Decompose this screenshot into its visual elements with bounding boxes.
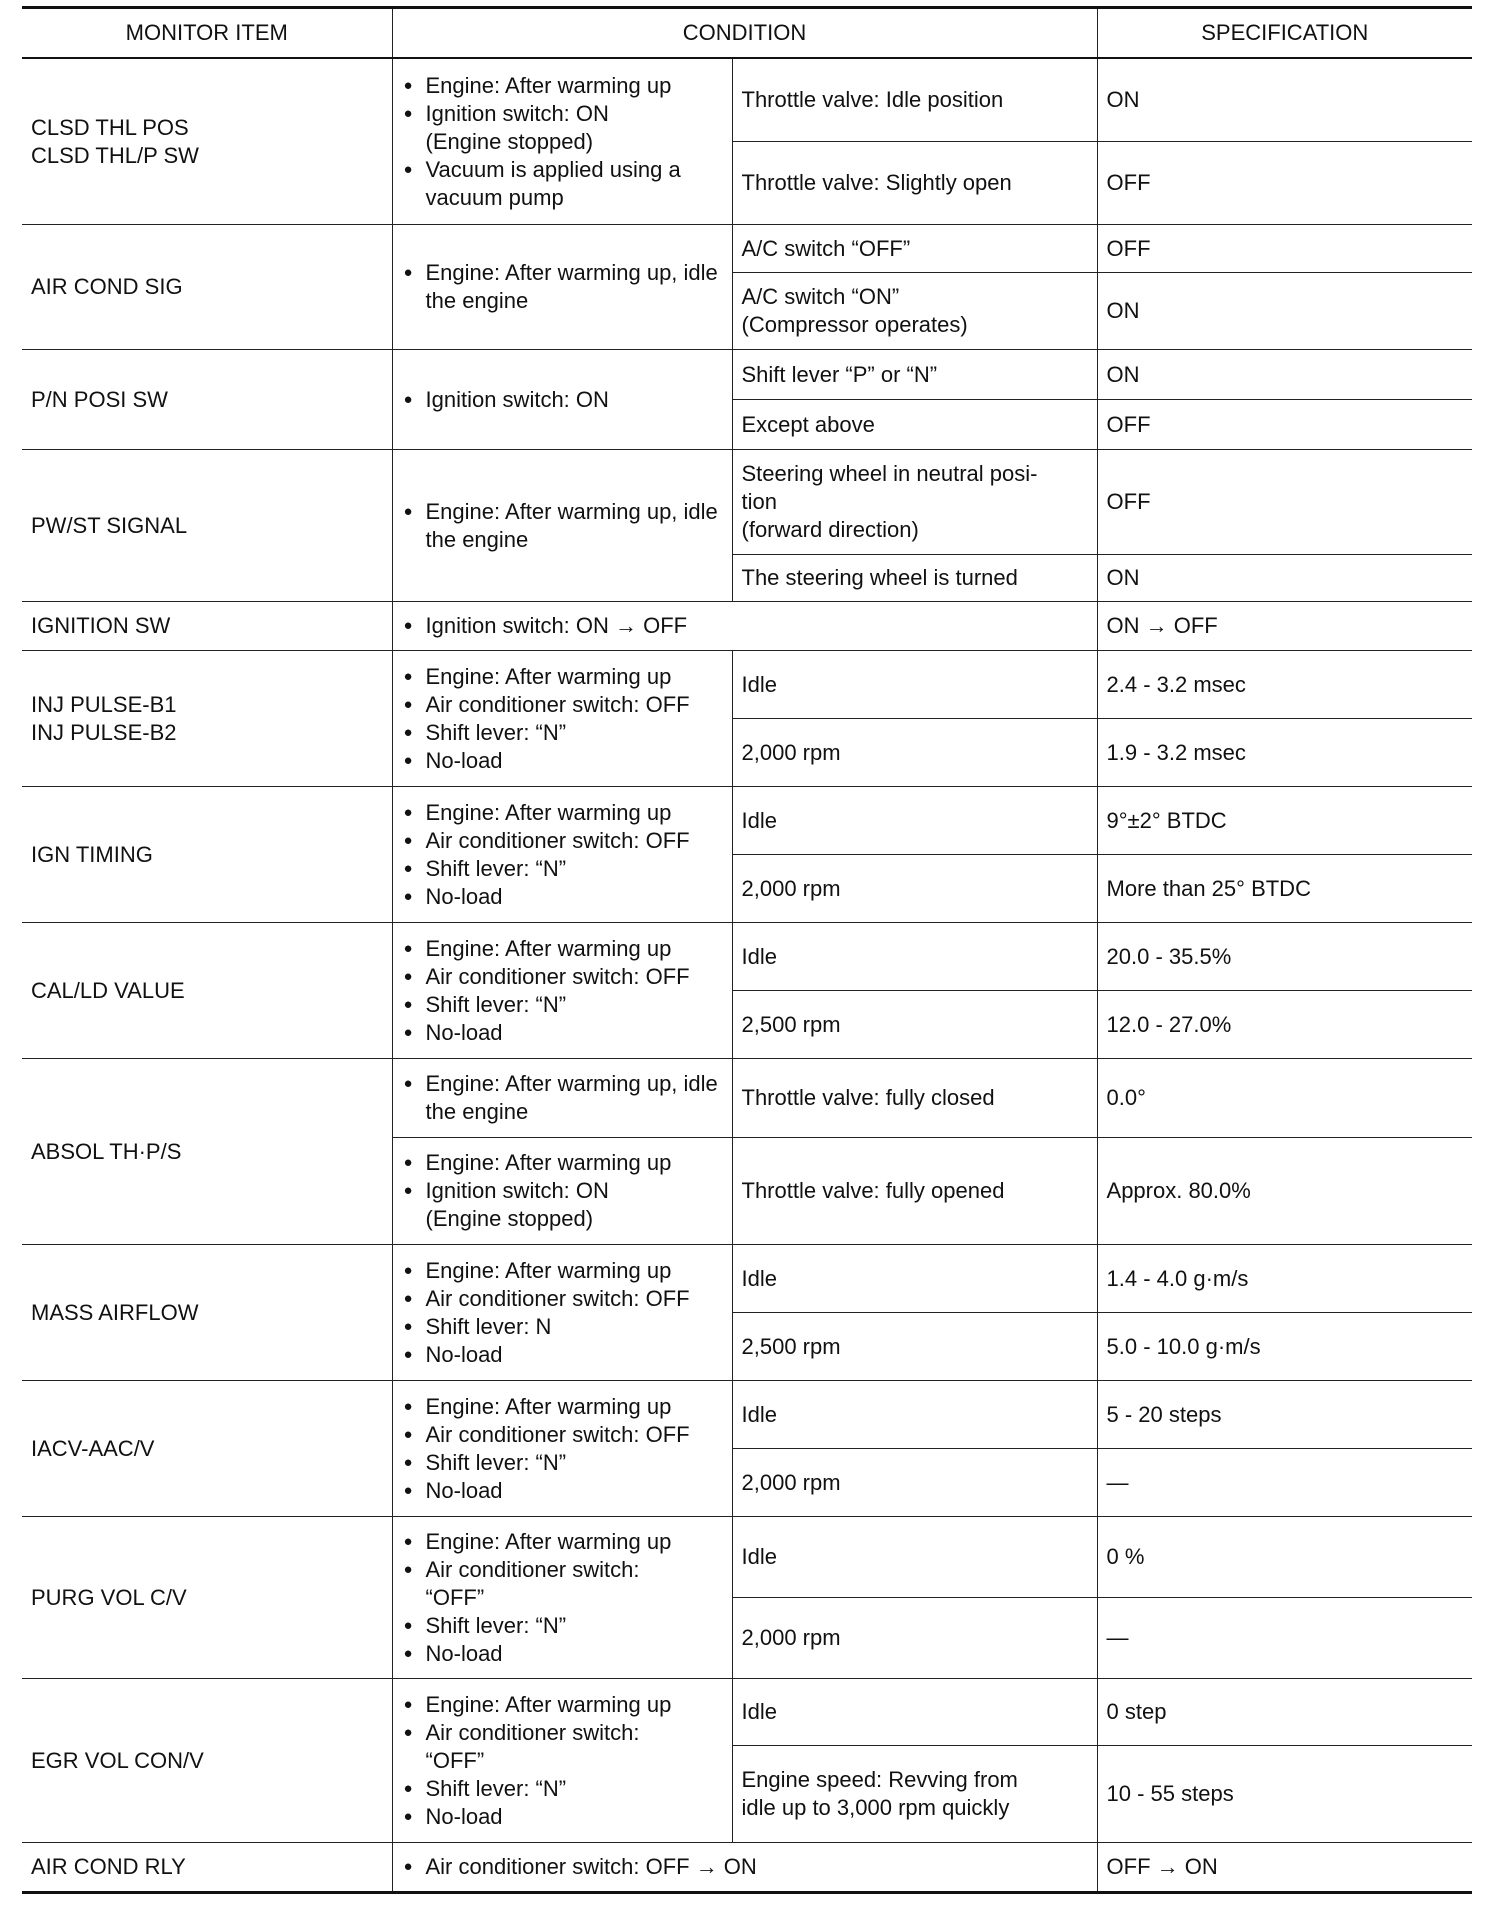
condition-bullets: [392, 1245, 732, 1381]
condition-bullet: ● Vacuum is applied using a vacuum pump: [402, 156, 723, 212]
condition-bullet: ● Ignition switch: ON: [402, 386, 723, 414]
condition-bullet: ● Engine: After warming up, idle the engine: [402, 259, 723, 315]
header-monitor-item: MONITOR ITEM: [22, 8, 392, 59]
condition-bullets: [392, 602, 1097, 651]
condition-bullet: ● No-load: [402, 1640, 723, 1668]
specification-value: 5.0 - 10.0 g·m/s: [1097, 1313, 1472, 1381]
specification-value: ON: [1097, 350, 1472, 400]
monitor-item: IGNITION SW: [22, 602, 392, 651]
specification-value: —: [1097, 1449, 1472, 1517]
table-row: [22, 225, 1472, 273]
specification-value: 10 - 55 steps: [1097, 1746, 1472, 1843]
monitor-item: PW/ST SIGNAL: [22, 450, 392, 602]
table-row: [22, 450, 1472, 555]
monitor-item: ABSOL TH·P/S: [22, 1059, 392, 1245]
table-row: [22, 1059, 1472, 1138]
specification-value: ON: [1097, 273, 1472, 350]
condition-bullet: ● Engine: After warming up: [402, 1257, 723, 1285]
condition-bullet: ● No-load: [402, 747, 723, 775]
specification-value: 0.0°: [1097, 1059, 1472, 1138]
condition-bullet: ● Shift lever: “N”: [402, 1612, 723, 1640]
condition-bullet: ● Shift lever: N: [402, 1313, 723, 1341]
monitor-item: IGN TIMING: [22, 787, 392, 923]
condition-bullet: ● Shift lever: “N”: [402, 719, 723, 747]
specification-value: OFF: [1097, 225, 1472, 273]
specification-value: 12.0 - 27.0%: [1097, 991, 1472, 1059]
condition-bullet: ● No-load: [402, 883, 723, 911]
header-specification: SPECIFICATION: [1097, 8, 1472, 59]
specification-value: OFF → ON: [1097, 1843, 1472, 1893]
condition-bullet: ● Air conditioner switch: OFF: [402, 1421, 723, 1449]
sub-condition: Idle: [732, 923, 1097, 991]
condition-bullets: [392, 450, 732, 602]
condition-bullet: ● Engine: After warming up: [402, 799, 723, 827]
condition-bullet: ● Ignition switch: ON → OFF: [402, 612, 1088, 640]
specification-value: Approx. 80.0%: [1097, 1138, 1472, 1245]
condition-bullet: ● Engine: After warming up: [402, 1691, 723, 1719]
condition-bullets: [392, 1679, 732, 1843]
sub-condition: 2,000 rpm: [732, 855, 1097, 923]
monitor-item: IACV-AAC/V: [22, 1381, 392, 1517]
condition-bullets: [392, 1381, 732, 1517]
monitor-item: AIR COND SIG: [22, 225, 392, 350]
monitor-item: MASS AIRFLOW: [22, 1245, 392, 1381]
specification-value: 0 %: [1097, 1517, 1472, 1598]
condition-bullet: ● No-load: [402, 1803, 723, 1831]
condition-bullet: ● Engine: After warming up: [402, 1149, 723, 1177]
header-condition: CONDITION: [392, 8, 1097, 59]
condition-bullet: ● Shift lever: “N”: [402, 855, 723, 883]
sub-condition: 2,000 rpm: [732, 719, 1097, 787]
monitor-item: INJ PULSE-B1 INJ PULSE-B2: [22, 651, 392, 787]
monitor-item: EGR VOL CON/V: [22, 1679, 392, 1843]
condition-bullet: ● Air conditioner switch: OFF: [402, 827, 723, 855]
condition-bullet: ● Shift lever: “N”: [402, 991, 723, 1019]
condition-bullets: [392, 350, 732, 450]
sub-condition: 2,000 rpm: [732, 1598, 1097, 1679]
condition-bullet: ● Engine: After warming up: [402, 1528, 723, 1556]
specification-value: 1.9 - 3.2 msec: [1097, 719, 1472, 787]
condition-bullet: ● Engine: After warming up, idle the engine: [402, 498, 723, 554]
condition-bullet: ● No-load: [402, 1019, 723, 1047]
table-row: [22, 58, 1472, 142]
monitor-spec-table: [22, 6, 1472, 1894]
sub-condition: Idle: [732, 1245, 1097, 1313]
sub-condition: Throttle valve: fully closed: [732, 1059, 1097, 1138]
specification-value: OFF: [1097, 400, 1472, 450]
condition-bullet: ● Air conditioner switch: “OFF”: [402, 1719, 723, 1775]
specification-value: 1.4 - 4.0 g·m/s: [1097, 1245, 1472, 1313]
condition-bullet: ● Engine: After warming up: [402, 1393, 723, 1421]
header-row: [22, 8, 1472, 59]
table-row: [22, 923, 1472, 991]
condition-bullet: ● Air conditioner switch: OFF: [402, 691, 723, 719]
sub-condition: Idle: [732, 651, 1097, 719]
condition-bullet: ● Engine: After warming up, idle the engine: [402, 1070, 723, 1126]
sub-condition: 2,000 rpm: [732, 1449, 1097, 1517]
sub-condition: 2,500 rpm: [732, 1313, 1097, 1381]
condition-bullet: ● Shift lever: “N”: [402, 1449, 723, 1477]
condition-bullet: ● Air conditioner switch: “OFF”: [402, 1556, 723, 1612]
table-row: [22, 1381, 1472, 1449]
sub-condition: Idle: [732, 787, 1097, 855]
condition-bullets: [392, 651, 732, 787]
table-row: [22, 1843, 1472, 1893]
condition-bullets: [392, 923, 732, 1059]
specification-value: ON: [1097, 555, 1472, 602]
specification-value: More than 25° BTDC: [1097, 855, 1472, 923]
condition-bullet: ● Ignition switch: ON (Engine stopped): [402, 100, 723, 156]
condition-bullet: ● Engine: After warming up: [402, 72, 723, 100]
sub-condition: Shift lever “P” or “N”: [732, 350, 1097, 400]
condition-bullet: ● Engine: After warming up: [402, 663, 723, 691]
condition-bullet: ● No-load: [402, 1477, 723, 1505]
condition-bullet: ● Shift lever: “N”: [402, 1775, 723, 1803]
table-row: [22, 787, 1472, 855]
sub-condition: A/C switch “OFF”: [732, 225, 1097, 273]
condition-bullet: ● Ignition switch: ON (Engine stopped): [402, 1177, 723, 1233]
sub-condition: Throttle valve: Idle position: [732, 58, 1097, 142]
sub-condition: The steering wheel is turned: [732, 555, 1097, 602]
table-row: [22, 602, 1472, 651]
specification-value: 5 - 20 steps: [1097, 1381, 1472, 1449]
specification-value: —: [1097, 1598, 1472, 1679]
condition-bullet: ● Air conditioner switch: OFF → ON: [402, 1853, 1088, 1881]
condition-bullets: [392, 58, 732, 225]
condition-bullets: [392, 1138, 732, 1245]
specification-value: 9°±2° BTDC: [1097, 787, 1472, 855]
specification-value: OFF: [1097, 450, 1472, 555]
specification-value: 0 step: [1097, 1679, 1472, 1746]
sub-condition: 2,500 rpm: [732, 991, 1097, 1059]
specification-value: ON: [1097, 58, 1472, 142]
specification-value: ON → OFF: [1097, 602, 1472, 651]
sub-condition: Idle: [732, 1517, 1097, 1598]
specification-value: 2.4 - 3.2 msec: [1097, 651, 1472, 719]
specification-value: OFF: [1097, 142, 1472, 225]
specification-value: 20.0 - 35.5%: [1097, 923, 1472, 991]
condition-bullet: ● Engine: After warming up: [402, 935, 723, 963]
condition-bullet: ● Air conditioner switch: OFF: [402, 1285, 723, 1313]
monitor-item: PURG VOL C/V: [22, 1517, 392, 1679]
sub-condition: Steering wheel in neutral posi- tion (forward direction): [732, 450, 1097, 555]
condition-bullet: ● No-load: [402, 1341, 723, 1369]
sub-condition: Except above: [732, 400, 1097, 450]
sub-condition: Idle: [732, 1381, 1097, 1449]
sub-condition: Throttle valve: fully opened: [732, 1138, 1097, 1245]
sub-condition: Engine speed: Revving from idle up to 3,000 rpm quickly: [732, 1746, 1097, 1843]
condition-bullets: [392, 787, 732, 923]
table-row: [22, 350, 1472, 400]
table-row: [22, 1679, 1472, 1746]
monitor-item: P/N POSI SW: [22, 350, 392, 450]
table-row: [22, 1245, 1472, 1313]
sub-condition: Throttle valve: Slightly open: [732, 142, 1097, 225]
sub-condition: A/C switch “ON” (Compressor operates): [732, 273, 1097, 350]
sub-condition: Idle: [732, 1679, 1097, 1746]
monitor-item: CLSD THL POS CLSD THL/P SW: [22, 58, 392, 225]
table-row: [22, 1517, 1472, 1598]
condition-bullet: ● Air conditioner switch: OFF: [402, 963, 723, 991]
condition-bullets: [392, 1059, 732, 1138]
condition-bullets: [392, 1843, 1097, 1893]
table-row: [22, 651, 1472, 719]
monitor-item: AIR COND RLY: [22, 1843, 392, 1893]
monitor-item: CAL/LD VALUE: [22, 923, 392, 1059]
condition-bullets: [392, 1517, 732, 1679]
condition-bullets: [392, 225, 732, 350]
